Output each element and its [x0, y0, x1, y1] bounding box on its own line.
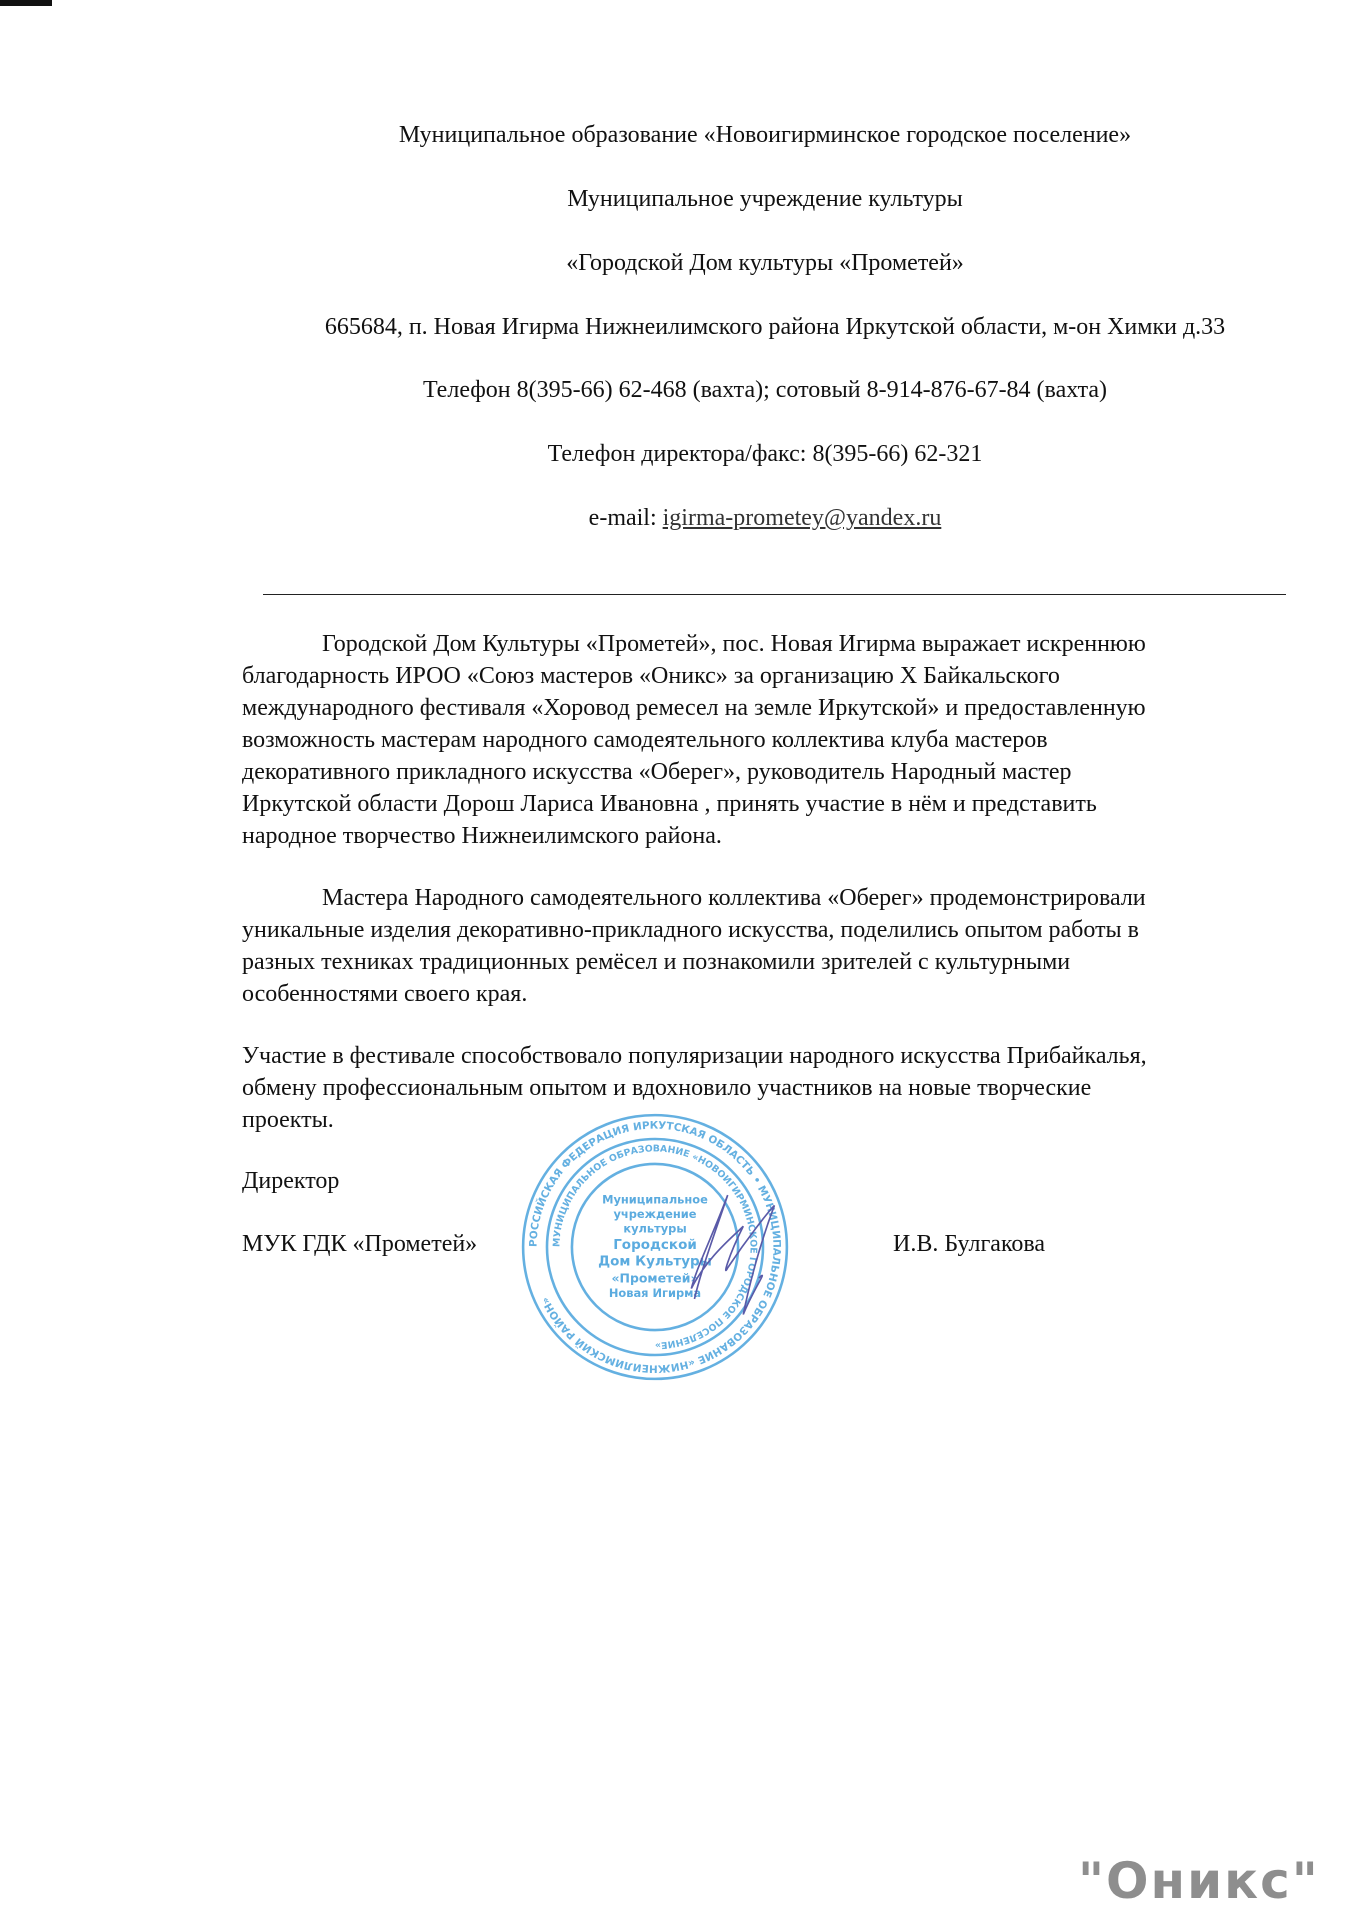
stamp-center-line: «Прометей» [611, 1270, 699, 1286]
watermark: "Оникс" [1078, 1852, 1320, 1910]
text-line: благодарность ИРОО «Союз мастеров «Оникс» за организацию Х Байкальского [242, 663, 1060, 689]
text-line: возможность мастерам народного самодеятельного коллектива клуба мастеров [242, 727, 1048, 753]
header-divider [263, 594, 1286, 595]
signature-organization: МУК ГДК «Прометей» [242, 1231, 478, 1257]
email-link[interactable]: igirma-prometey@yandex.ru [662, 505, 942, 531]
stamp-center-line: учреждение [613, 1206, 697, 1221]
signature-name: И.В. Булгакова [893, 1231, 1046, 1257]
stamp-center-line: Муниципальное [602, 1192, 708, 1207]
header-phone: Телефон 8(395-66) 62-468 (вахта); сотовый 8-914-876-67-84 (вахта) [422, 377, 1108, 403]
email-label: e-mail: [588, 505, 663, 531]
stamp-center-line: Городской [613, 1237, 697, 1254]
text-line: Мастера Народного самодеятельного коллектива «Оберег» продемонстрировали [322, 885, 1146, 911]
stamp-center-line: культуры [623, 1221, 687, 1236]
text-line: обмену профессиональным опытом и вдохновило участников на новые творческие [242, 1075, 1092, 1101]
text-line: уникальные изделия декоративно-прикладного искусства, поделились опытом работы в [242, 917, 1140, 943]
text-line: Иркутской области Дорош Лариса Ивановна , принять участие в нём и представить [242, 791, 1097, 817]
official-stamp [520, 1112, 790, 1382]
stamp-center-line: Дом Культуры [598, 1253, 712, 1270]
text-line: международного фестиваля «Хоровод ремесел на земле Иркутской» и предоставленную [242, 695, 1146, 721]
scan-edge-mark [0, 0, 52, 6]
stamp-center-line: Новая Игирма [608, 1285, 702, 1300]
paragraph-1 [242, 628, 1282, 852]
header-email [240, 505, 1290, 532]
header-director-phone: Телефон директора/факс: 8(395-66) 62-321 [547, 441, 983, 467]
stamp-outer-text: РОССИЙСКАЯ ФЕДЕРАЦИЯ ИРКУТСКАЯ ОБЛАСТЬ • МУНИЦИПАЛЬНОЕ ОБРАЗОВАНИЕ «НИЖНЕИЛИМСКИЙ РАЙОН» [527, 1119, 783, 1375]
header-municipality: Муниципальное образование «Новоигирминское городское поселение» [398, 122, 1132, 148]
text-line: проекты. [242, 1107, 334, 1133]
signature-position: Директор [242, 1168, 340, 1194]
text-line: Городской Дом Культуры «Прометей», пос. Новая Игирма выражает искреннюю [322, 631, 1146, 657]
header-organization-name: «Городской Дом культуры «Прометей» [566, 250, 964, 276]
text-line: декоративного прикладного искусства «Оберег», руководитель Народный мастер [242, 759, 1072, 785]
stamp-inner-text: МУНИЦИПАЛЬНОЕ ОБРАЗОВАНИЕ «НОВОИГИРМИНСКОЕ ГОРОДСКОЕ ПОСЕЛЕНИЕ» [551, 1143, 759, 1351]
header-institution: Муниципальное учреждение культуры [567, 186, 963, 212]
text-line: разных техниках традиционных ремёсел и познакомили зрителей с культурными [242, 949, 1071, 975]
text-line: Участие в фестивале способствовало популяризации народного искусства Прибайкалья, [242, 1043, 1147, 1069]
text-line: народное творчество Нижнеилимского района. [242, 823, 722, 849]
text-line: особенностями своего края. [242, 981, 528, 1007]
paragraph-2 [242, 882, 1282, 1010]
header-address: 665684, п. Новая Игирма Нижнеилимского района Иркутской области, м-он Химки д.33 [324, 314, 1226, 340]
